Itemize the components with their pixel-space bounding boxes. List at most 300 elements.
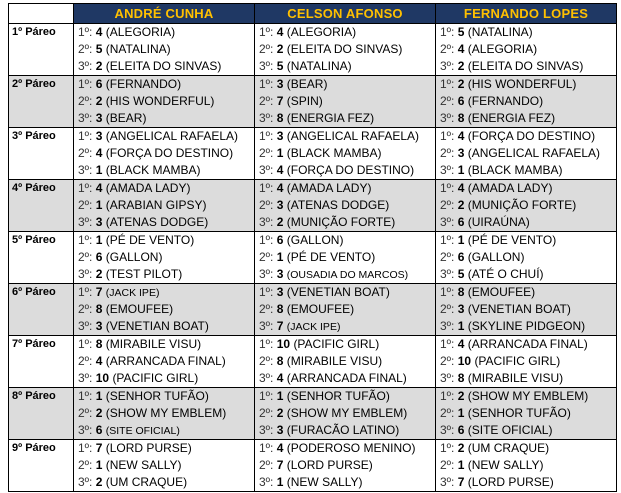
race-row [9,180,617,232]
header-celson-afonso: CELSON AFONSO [255,4,436,24]
pick-number: 2 [95,267,103,281]
race-row [9,440,617,492]
pick-line [78,145,254,162]
pick-line [440,474,616,491]
pick-horse-name: (UM CRAQUE) [105,475,188,489]
pick-position: 3º: [440,215,455,229]
race-label: 7º Páreo [9,336,74,388]
pick-position: 1º: [259,441,274,455]
pick-line [259,232,435,249]
pick-horse-name: (BLACK MAMBA) [286,146,382,160]
tipster-picks-cell [436,232,617,284]
pick-position: 2º: [440,250,455,264]
tipster-picks-cell [255,440,436,492]
pick-position: 1º: [440,77,455,91]
pick-position: 1º: [440,233,455,247]
pick-position: 1º: [259,233,274,247]
pick-number: 2 [276,42,284,56]
pick-number: 10 [457,354,472,368]
pick-line [440,440,616,457]
pick-position: 1º: [259,389,274,403]
pick-position: 2º: [259,406,274,420]
pick-number: 4 [276,441,284,455]
pick-horse-name: (AMADA LADY) [467,181,553,195]
pick-line [78,284,254,301]
pick-number: 1 [95,458,103,472]
pick-horse-name: (GALLON) [105,250,163,264]
pick-horse-name: (HIS WONDERFUL) [105,94,215,108]
pick-number: 6 [95,250,103,264]
pick-horse-name: (HIS WONDERFUL) [467,77,577,91]
pick-position: 1º: [78,25,93,39]
pick-number: 3 [95,111,103,125]
pick-line [440,180,616,197]
pick-line [440,388,616,405]
tipster-picks-cell [436,336,617,388]
pick-horse-name: (NEW SALLY) [105,458,182,472]
pick-number: 5 [457,267,465,281]
pick-position: 2º: [259,198,274,212]
pick-horse-name: (AMADA LADY) [286,181,372,195]
pick-line [78,41,254,58]
pick-number: 3 [276,423,284,437]
pick-position: 2º: [78,146,93,160]
pick-horse-name: (LORD PURSE) [286,458,373,472]
pick-line [259,353,435,370]
pick-position: 2º: [78,250,93,264]
pick-position: 3º: [259,423,274,437]
pick-line [259,93,435,110]
header-row [9,4,617,24]
race-label: 6º Páreo [9,284,74,336]
pick-horse-name: (ELEITA DO SINVAS) [286,42,403,56]
pick-number: 1 [457,319,465,333]
pick-number: 5 [95,42,103,56]
pick-position: 3º: [259,111,274,125]
pick-number: 4 [276,181,284,195]
pick-horse-name: (VENETIAN BOAT) [286,285,390,299]
pick-horse-name: (FURACÃO LATINO) [286,423,400,437]
pick-horse-name: (NATALINA) [105,42,171,56]
pick-line [440,284,616,301]
pick-number: 3 [95,215,103,229]
pick-line [78,197,254,214]
pick-position: 1º: [259,129,274,143]
pick-number: 1 [457,458,465,472]
pick-number: 2 [276,215,284,229]
pick-horse-name: (AMADA LADY) [105,181,191,195]
pick-number: 1 [276,475,284,489]
pick-number: 3 [457,146,465,160]
tipster-picks-cell [74,76,255,128]
pick-position: 3º: [78,163,93,177]
pick-position: 3º: [440,111,455,125]
pick-line [259,76,435,93]
pick-line [440,145,616,162]
pick-horse-name: (SPIN) [286,94,323,108]
race-row [9,284,617,336]
race-row [9,128,617,180]
race-row [9,232,617,284]
pick-horse-name: (UIRAÚNA) [467,215,530,229]
pick-position: 2º: [440,354,455,368]
pick-line [259,24,435,41]
pick-position: 3º: [440,475,455,489]
header-corner [9,4,74,24]
pick-line [78,58,254,75]
pick-horse-name: (EMOUFEE) [467,285,536,299]
pick-horse-name: (MIRABILE VISU) [467,371,564,385]
pick-number: 8 [95,302,103,316]
tipster-picks-cell [74,336,255,388]
pick-line [259,301,435,318]
pick-position: 1º: [259,25,274,39]
pick-number: 4 [276,25,284,39]
tipster-picks-cell [255,24,436,76]
pick-line [78,128,254,145]
pick-line [259,266,435,283]
pick-horse-name: (ALEGORIA) [467,42,538,56]
pick-position: 2º: [78,198,93,212]
pick-line [78,76,254,93]
pick-position: 2º: [78,42,93,56]
pick-number: 2 [457,59,465,73]
pick-number: 8 [457,285,465,299]
pick-number: 5 [457,25,465,39]
pick-number: 2 [457,389,465,403]
pick-position: 2º: [440,198,455,212]
pick-number: 3 [276,267,284,281]
pick-horse-name: (JACK IPE) [105,287,160,299]
pick-position: 3º: [259,215,274,229]
pick-position: 2º: [259,42,274,56]
pick-number: 7 [95,285,103,299]
pick-number: 2 [457,441,465,455]
pick-horse-name: (ENERGIA FEZ) [286,111,375,125]
pick-line [78,266,254,283]
pick-line [440,162,616,179]
tipster-picks-cell [74,232,255,284]
race-label: 9º Páreo [9,440,74,492]
pick-line [78,353,254,370]
pick-number: 1 [95,389,103,403]
picks-table [8,3,617,492]
pick-horse-name: (VENETIAN BOAT) [105,319,209,333]
pick-line [440,110,616,127]
tipster-picks-cell [255,284,436,336]
pick-number: 1 [276,146,284,160]
pick-number: 7 [457,475,465,489]
pick-horse-name: (NEW SALLY) [286,475,363,489]
race-label: 3º Páreo [9,128,74,180]
pick-horse-name: (BEAR) [286,77,328,91]
pick-number: 4 [95,146,103,160]
pick-horse-name: (ELEITA DO SINVAS) [467,59,584,73]
pick-horse-name: (PODEROSO MENINO) [286,441,416,455]
pick-position: 2º: [78,354,93,368]
pick-horse-name: (UM CRAQUE) [467,441,550,455]
pick-horse-name: (EMOUFEE) [105,302,174,316]
pick-horse-name: (OUSADIA DO MARCOS) [286,269,409,281]
pick-position: 1º: [259,337,274,351]
pick-position: 3º: [78,371,93,385]
tipster-picks-cell [436,440,617,492]
pick-horse-name: (ATENAS DODGE) [105,215,209,229]
pick-line [78,214,254,231]
pick-number: 4 [95,181,103,195]
pick-horse-name: (SHOW MY EMBLEM) [467,389,589,403]
pick-number: 3 [457,302,465,316]
pick-line [259,180,435,197]
pick-number: 1 [95,233,103,247]
pick-position: 2º: [259,354,274,368]
pick-horse-name: (FERNANDO) [467,94,544,108]
pick-horse-name: (PÉ DE VENTO) [467,233,557,247]
pick-position: 3º: [78,111,93,125]
race-row [9,24,617,76]
pick-line [440,76,616,93]
pick-line [78,388,254,405]
pick-number: 1 [95,198,103,212]
pick-number: 8 [457,111,465,125]
pick-horse-name: (ARRANCADA FINAL) [467,337,588,351]
tipster-picks-cell [436,76,617,128]
pick-number: 1 [457,406,465,420]
pick-line [440,301,616,318]
pick-horse-name: (ARRANCADA FINAL) [105,354,226,368]
pick-position: 1º: [78,233,93,247]
pick-horse-name: (SENHOR TUFÃO) [286,389,390,403]
pick-line [78,405,254,422]
header-andre-cunha: ANDRÉ CUNHA [74,4,255,24]
pick-horse-name: (NEW SALLY) [467,458,544,472]
pick-number: 1 [457,163,465,177]
pick-number: 7 [276,94,284,108]
tipster-picks-cell [255,180,436,232]
pick-line [78,370,254,387]
pick-number: 6 [457,215,465,229]
pick-line [78,422,254,439]
pick-number: 6 [276,233,284,247]
pick-horse-name: (VENETIAN BOAT) [467,302,571,316]
tipster-picks-cell [255,76,436,128]
pick-number: 4 [457,42,465,56]
pick-line [259,318,435,335]
pick-line [78,301,254,318]
pick-horse-name: (LORD PURSE) [467,475,554,489]
pick-line [259,128,435,145]
pick-number: 2 [276,406,284,420]
pick-horse-name: (BEAR) [105,111,147,125]
pick-position: 1º: [78,337,93,351]
pick-horse-name: (MIRABILE VISU) [286,354,383,368]
tipster-picks-cell [255,388,436,440]
pick-number: 3 [276,77,284,91]
pick-horse-name: (FORÇA DO DESTINO) [105,146,234,160]
pick-number: 3 [95,319,103,333]
pick-horse-name: (SITE OFICIAL) [467,423,553,437]
pick-position: 3º: [440,423,455,437]
race-label: 5º Páreo [9,232,74,284]
pick-number: 8 [457,371,465,385]
tipster-picks-cell [436,284,617,336]
tipster-picks-cell [436,24,617,76]
pick-number: 1 [457,233,465,247]
pick-number: 6 [95,77,103,91]
pick-number: 4 [457,337,465,351]
pick-position: 2º: [259,94,274,108]
pick-position: 1º: [440,181,455,195]
pick-horse-name: (SENHOR TUFÃO) [105,389,209,403]
pick-line [78,110,254,127]
pick-position: 3º: [78,59,93,73]
pick-number: 4 [95,354,103,368]
tipster-picks-cell [436,128,617,180]
pick-line [440,457,616,474]
pick-position: 3º: [78,475,93,489]
pick-horse-name: (EMOUFEE) [286,302,355,316]
pick-position: 1º: [78,285,93,299]
tipster-picks-cell [74,24,255,76]
pick-position: 1º: [440,337,455,351]
pick-position: 2º: [259,146,274,160]
pick-horse-name: (NATALINA) [286,59,352,73]
pick-number: 6 [95,423,103,437]
pick-number: 2 [457,198,465,212]
race-row [9,76,617,128]
race-label: 8º Páreo [9,388,74,440]
pick-position: 3º: [259,475,274,489]
header-fernando-lopes: FERNANDO LOPES [436,4,617,24]
pick-line [259,388,435,405]
tipster-picks-cell [74,440,255,492]
pick-line [78,318,254,335]
pick-number: 8 [276,111,284,125]
pick-horse-name: (MUNIÇÃO FORTE) [286,215,396,229]
pick-position: 1º: [78,129,93,143]
pick-line [440,318,616,335]
race-row [9,336,617,388]
pick-horse-name: (MIRABILE VISU) [105,337,202,351]
pick-number: 8 [95,337,103,351]
pick-line [259,145,435,162]
pick-horse-name: (ALEGORIA) [105,25,176,39]
pick-horse-name: (SITE OFICIAL) [105,425,180,437]
pick-position: 2º: [440,406,455,420]
pick-line [259,474,435,491]
tipster-picks-cell [255,128,436,180]
pick-position: 1º: [259,77,274,91]
pick-position: 3º: [259,371,274,385]
pick-number: 4 [276,371,284,385]
pick-line [259,162,435,179]
tipster-picks-cell [255,232,436,284]
race-label: 2º Páreo [9,76,74,128]
pick-position: 2º: [440,42,455,56]
pick-line [259,370,435,387]
pick-horse-name: (GALLON) [467,250,525,264]
pick-number: 2 [95,94,103,108]
pick-position: 1º: [440,25,455,39]
pick-position: 3º: [259,267,274,281]
pick-horse-name: (MUNIÇÃO FORTE) [467,198,577,212]
tipster-picks-cell [436,388,617,440]
pick-number: 7 [276,458,284,472]
pick-number: 1 [276,389,284,403]
tipster-picks-cell [74,388,255,440]
pick-horse-name: (BLACK MAMBA) [467,163,563,177]
pick-position: 1º: [78,389,93,403]
pick-line [440,41,616,58]
pick-horse-name: (ANGELICAL RAFAELA) [467,146,601,160]
tipster-picks-cell [436,180,617,232]
pick-horse-name: (FERNANDO) [105,77,182,91]
pick-line [440,422,616,439]
pick-line [259,336,435,353]
pick-line [78,93,254,110]
tipster-picks-cell [74,128,255,180]
pick-number: 2 [457,77,465,91]
pick-line [440,128,616,145]
pick-position: 3º: [440,319,455,333]
pick-horse-name: (ANGELICAL RAFAELA) [105,129,239,143]
pick-horse-name: (ATENAS DODGE) [286,198,390,212]
pick-number: 2 [95,475,103,489]
pick-position: 3º: [78,423,93,437]
pick-line [440,24,616,41]
pick-line [78,336,254,353]
pick-horse-name: (FORÇA DO DESTINO) [467,129,596,143]
pick-line [78,180,254,197]
pick-line [259,197,435,214]
pick-number: 1 [276,250,284,264]
race-label: 1º Páreo [9,24,74,76]
pick-number: 8 [276,354,284,368]
pick-line [259,284,435,301]
pick-line [78,440,254,457]
pick-horse-name: (SHOW MY EMBLEM) [286,406,408,420]
pick-line [78,474,254,491]
pick-number: 6 [457,94,465,108]
pick-position: 2º: [440,146,455,160]
pick-line [259,440,435,457]
pick-horse-name: (ARABIAN GIPSY) [105,198,207,212]
pick-horse-name: (TEST PILOT) [105,267,183,281]
pick-number: 6 [457,423,465,437]
pick-position: 3º: [78,319,93,333]
pick-horse-name: (PÉ DE VENTO) [286,250,376,264]
pick-position: 2º: [78,458,93,472]
pick-line [440,214,616,231]
pick-number: 3 [276,285,284,299]
pick-number: 7 [276,319,284,333]
pick-number: 4 [276,163,284,177]
pick-horse-name: (ATÉ O CHUÍ) [467,267,544,281]
pick-position: 2º: [259,458,274,472]
pick-horse-name: (NATALINA) [467,25,533,39]
pick-line [440,232,616,249]
pick-line [259,249,435,266]
pick-horse-name: (BLACK MAMBA) [105,163,201,177]
pick-position: 3º: [78,267,93,281]
pick-position: 1º: [259,285,274,299]
pick-horse-name: (JACK IPE) [286,321,341,333]
pick-line [440,353,616,370]
pick-horse-name: (PACIFIC GIRL) [112,371,199,385]
pick-position: 1º: [259,181,274,195]
pick-number: 2 [95,406,103,420]
pick-number: 3 [276,129,284,143]
